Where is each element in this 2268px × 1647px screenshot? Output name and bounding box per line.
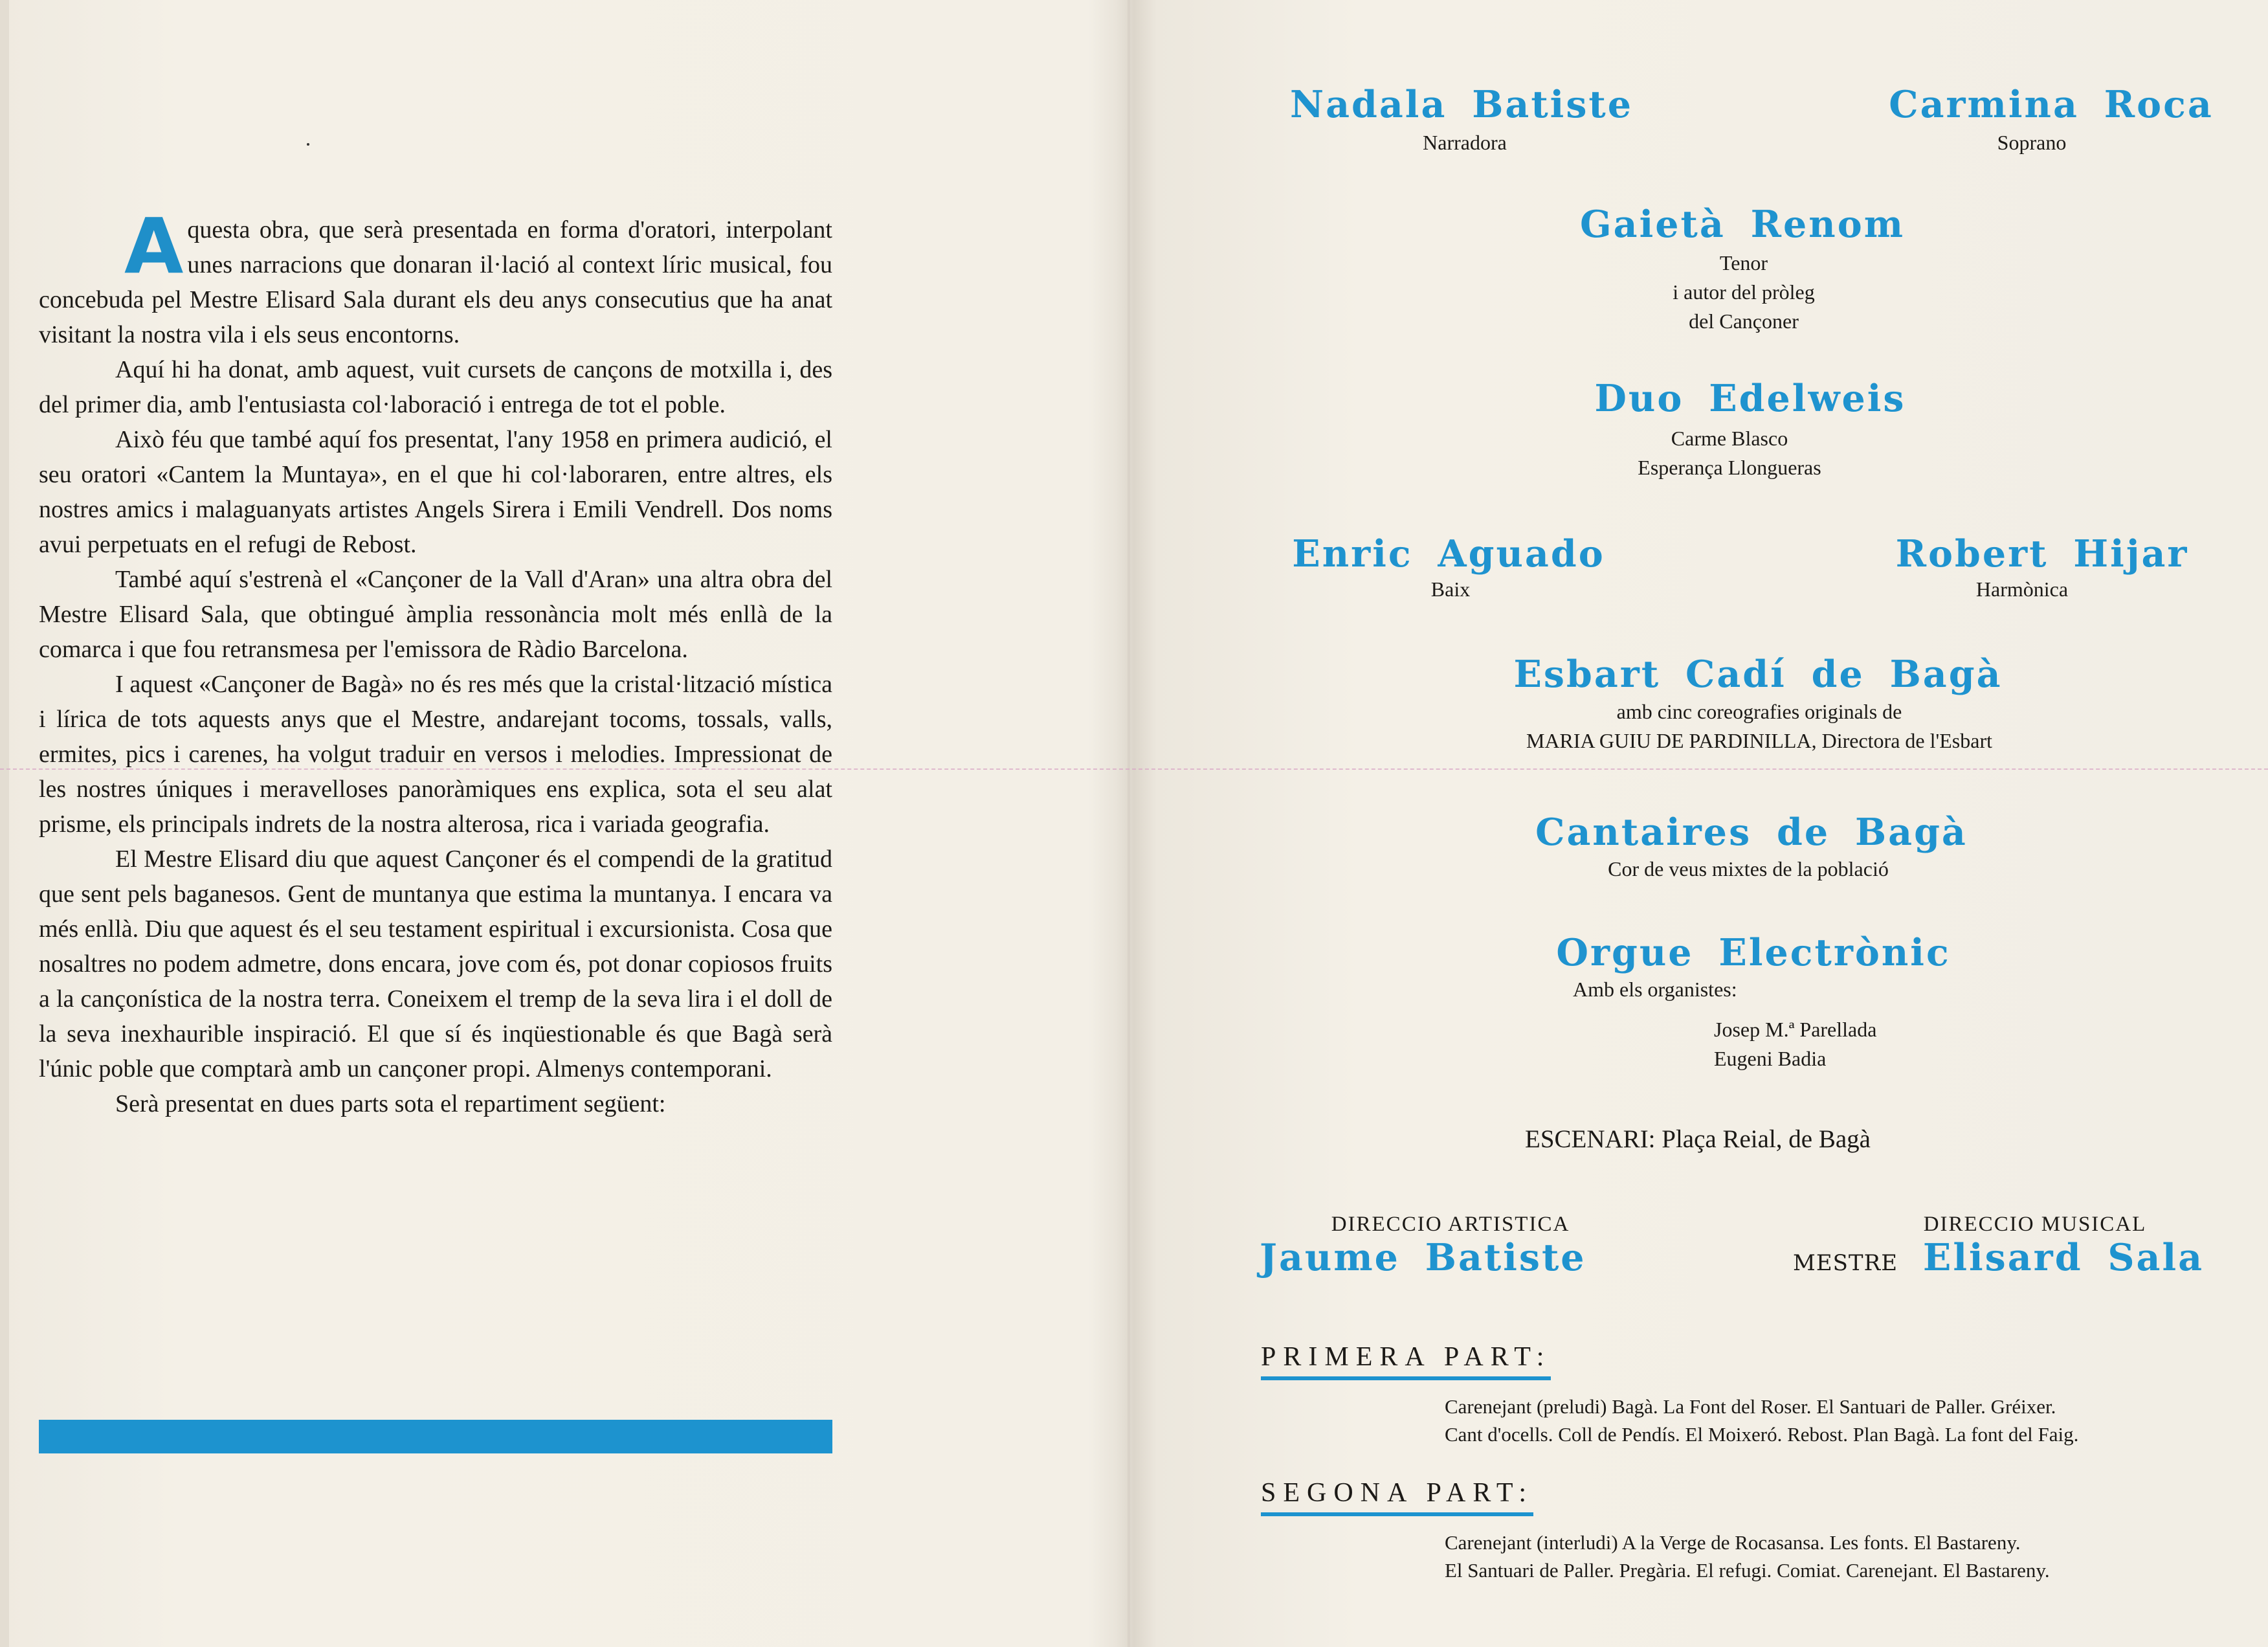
cast-name-orgue: Orgue Electrònic bbox=[1556, 931, 1951, 974]
ink-speck bbox=[307, 143, 309, 146]
cast-role-robert: Harmònica bbox=[1975, 577, 2069, 601]
direccio-artistica-label: DIRECCIO ARTISTICA bbox=[1331, 1213, 1570, 1236]
cast-role-carmina: Soprano bbox=[1997, 131, 2067, 154]
cast-name-duo: Duo Edelweis bbox=[1594, 377, 1906, 420]
blue-rule-bar bbox=[39, 1420, 832, 1453]
direccio-musical-label: DIRECCIO MUSICAL bbox=[1923, 1213, 2147, 1236]
cast-cantaires-line-1: Cor de veus mixtes de la població bbox=[1608, 857, 1889, 880]
primera-part-text: Carenejant (preludi) Bagà. La Font del Roser. El Santuari de Paller. Gréixer. Cant d'ocells. Coll de Pendís. El Moixeró. Rebost. Plan Bagà. La font del Faig. bbox=[1445, 1395, 2079, 1446]
cast-name-enric: Enric Aguado bbox=[1292, 532, 1605, 576]
cast-orgue-line-1: Amb els organistes: bbox=[1573, 978, 1737, 1001]
cast-role-nadala: Narradora bbox=[1423, 131, 1507, 154]
cast-role-enric: Baix bbox=[1430, 577, 1471, 601]
segona-part-text: Carenejant (interludi) A la Verge de Rocasansa. Les fonts. El Bastareny. El Santuari de Paller. Pregària. El refugi. Comiat. Carenejant. El Bastareny. bbox=[1445, 1531, 2050, 1582]
direccio-musical-name: Elisard Sala bbox=[1922, 1236, 2205, 1279]
intro-paragraph: Això féu que també aquí fos presentat, l'any 1958 en primera audició, el seu oratori «Cantem la Muntaya», en el que hi col·laboraren, entre altres, els nostres amics i malaguanyats artistes Angels Sirera i Emili Vendrell. Dos noms avui perpetuats en el refugi de Rebost. bbox=[39, 426, 832, 558]
paper-edge bbox=[0, 0, 9, 1647]
cast-name-cantaires: Cantaires de Bagà bbox=[1535, 811, 1968, 854]
intro-paragraph: El Mestre Elisard diu que aquest Cançoner és el compendi de la gratitud que sent pels baganesos. Gent de muntanya que estima la muntanya. I encara va més enllà. Diu que aquest és el seu testament espiritual i excursionista. Cosa que nosaltres no podem admetre, dons encara, jove com és, pot donar copiosos fruits a la cançonística de la nostra terra. Coneixem el tremp de la seva lira i el doll de la seva inexhaurible inspiració. El que sí és inqüestionable és que Bagà serà l'únic poble que comptarà amb un cançoner propi. Almenys contemporani. bbox=[39, 846, 832, 1082]
cast-name-nadala: Nadala Batiste bbox=[1289, 83, 1634, 126]
direccio-musical-line bbox=[1793, 1236, 2204, 1279]
intro-paragraph: Aquí hi ha donat, amb aquest, vuit cursets de cançons de motxilla i, des del primer dia, amb l'entusiasta col·laboració i entrega de tot el poble. bbox=[39, 356, 832, 418]
escenari-label: ESCENARI: bbox=[1525, 1125, 1656, 1153]
cast-role-gaieta-3: del Cançoner bbox=[1689, 309, 1799, 333]
center-fold bbox=[1128, 0, 1130, 1647]
intro-paragraph: Aquesta obra, que serà presentada en forma d'oratori, interpolant unes narracions que donaran il·lació al context líric musical, fou concebuda pel Mestre Elisard Sala durant els deu anys consecutius que ha anat visitant la nostra vila i els seus encontorns. bbox=[39, 201, 832, 348]
organist-2: Eugeni Badia bbox=[1714, 1047, 1827, 1070]
cast-role-gaieta-2: i autor del pròleg bbox=[1673, 280, 1815, 304]
organist-1: Josep M.ª Parellada bbox=[1714, 1018, 1877, 1041]
cast-role-gaieta-1: Tenor bbox=[1719, 251, 1768, 274]
mestre-prefix: MESTRE bbox=[1793, 1250, 1898, 1276]
cast-duo-member-1: Carme Blasco bbox=[1671, 427, 1788, 450]
cast-name-robert: Robert Hijar bbox=[1895, 532, 2189, 576]
segona-part-title: SEGONA PART: bbox=[1261, 1477, 1533, 1516]
cast-esbart-line-2: MARIA GUIU DE PARDINILLA, Directora de l'Esbart bbox=[1526, 729, 1993, 752]
intro-paragraph: Serà presentat en dues parts sota el repartiment següent: bbox=[115, 1090, 666, 1117]
drop-cap: A bbox=[124, 201, 184, 291]
escenari-value: Plaça Reial, de Bagà bbox=[1662, 1125, 1871, 1153]
primera-part-title: PRIMERA PART: bbox=[1261, 1341, 1551, 1380]
cast-name-gaieta: Gaietà Renom bbox=[1579, 203, 1906, 246]
direccio-artistica-name: Jaume Batiste bbox=[1260, 1236, 1586, 1279]
intro-paragraph: I aquest «Cançoner de Bagà» no és res més que la cristal·lització mística i lírica de tots aquests anys que el Mestre, andarejant tocoms, tossals, valls, ermites, pics i carenes, ha volgut traduir en versos i melodies. Impressionat de les nostres úniques i meravelloses panoràmiques ens explica, sota el seu alat prisme, els principals indrets de la nostra alterosa, rica i variada geografia. bbox=[39, 671, 832, 838]
escenari-line bbox=[1525, 1125, 1871, 1154]
intro-text bbox=[39, 201, 832, 1121]
cast-duo-member-2: Esperança Llongueras bbox=[1638, 456, 1821, 479]
cast-esbart-line-1: amb cinc coreografies originals de bbox=[1616, 700, 1902, 723]
intro-paragraph: També aquí s'estrenà el «Cançoner de la Vall d'Aran» una altra obra del Mestre Elisard Sala, que obtingué àmplia ressonància molt més enllà de la comarca i que fou retransmesa per l'emissora de Ràdio Barcelona. bbox=[39, 566, 832, 663]
cast-name-esbart: Esbart Cadí de Bagà bbox=[1513, 653, 2003, 696]
cast-name-carmina: Carmina Roca bbox=[1889, 83, 2214, 126]
